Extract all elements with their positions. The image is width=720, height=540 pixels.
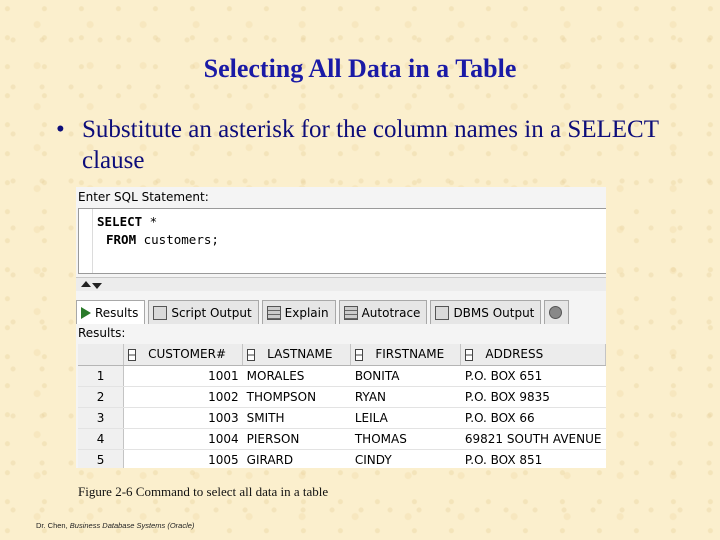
table-row[interactable] (78, 407, 606, 428)
results-label: Results: (78, 326, 126, 340)
column-header-lastname[interactable]: LASTNAME (243, 344, 351, 365)
column-type-icon (355, 349, 363, 361)
play-icon (81, 307, 91, 319)
cell-customer: 1005 (124, 449, 243, 468)
bullet-text: Substitute an asterisk for the column names in a SELECT clause (82, 116, 659, 174)
arrow-up-icon[interactable] (81, 281, 91, 287)
cell-firstname: BONITA (351, 365, 461, 386)
bullet-marker: • (56, 116, 65, 143)
pane-splitter[interactable] (76, 277, 606, 291)
table-row[interactable] (78, 428, 606, 449)
row-number-header (78, 344, 124, 365)
tab-label: Autotrace (361, 305, 421, 320)
cell-address: P.O. BOX 66 (461, 407, 606, 428)
cell-address: P.O. BOX 9835 (461, 386, 606, 407)
figure-caption: Figure 2-6 Command to select all data in a table (78, 484, 329, 499)
row-number: 4 (78, 428, 124, 449)
column-header-firstname[interactable]: FIRSTNAME (351, 344, 461, 365)
cell-lastname: GIRARD (243, 449, 351, 468)
cell-lastname: PIERSON (243, 428, 351, 449)
footer-author: Dr. Chen, (36, 521, 68, 530)
sql-statement-label: Enter SQL Statement: (78, 190, 209, 204)
tab-label: Script Output (171, 305, 252, 320)
tab-autotrace[interactable] (339, 300, 428, 324)
sql-keyword: FROM (106, 232, 137, 247)
cell-customer: 1004 (124, 428, 243, 449)
cell-lastname: SMITH (243, 407, 351, 428)
cell-firstname: LEILA (351, 407, 461, 428)
row-number: 1 (78, 365, 124, 386)
autotrace-icon (344, 306, 358, 320)
row-number: 3 (78, 407, 124, 428)
sql-keyword: SELECT (97, 214, 143, 229)
explain-icon (267, 306, 281, 320)
table-row[interactable] (78, 365, 606, 386)
output-tabs (76, 300, 606, 324)
cell-lastname: MORALES (243, 365, 351, 386)
table-row[interactable] (78, 449, 606, 468)
tab-results[interactable] (76, 300, 145, 324)
tab-overflow[interactable] (544, 300, 569, 324)
cell-address: P.O. BOX 851 (461, 449, 606, 468)
cell-customer: 1002 (124, 386, 243, 407)
tab-label: Explain (284, 305, 329, 320)
tab-dbms-output[interactable] (430, 300, 541, 324)
tab-script-output[interactable] (148, 300, 258, 324)
column-type-icon (247, 349, 255, 361)
editor-gutter (79, 209, 93, 273)
cell-firstname: RYAN (351, 386, 461, 407)
sql-line-from (106, 232, 219, 247)
slide-footer (36, 521, 194, 530)
header-row (78, 344, 606, 365)
cell-address: P.O. BOX 651 (461, 365, 606, 386)
cell-address: 69821 SOUTH AVENUE (461, 428, 606, 449)
cell-lastname: THOMPSON (243, 386, 351, 407)
results-grid (78, 344, 606, 468)
tab-label: DBMS Output (453, 305, 535, 320)
cell-customer: 1003 (124, 407, 243, 428)
column-header-address[interactable]: ADDRESS (461, 344, 606, 365)
dbms-icon (435, 306, 449, 320)
sql-developer-screenshot (76, 187, 606, 468)
bullet-point (56, 114, 686, 176)
footer-book-title: Business Database Systems (Oracle) (69, 521, 195, 530)
tab-label: Results (95, 305, 139, 320)
cell-firstname: CINDY (351, 449, 461, 468)
row-number: 2 (78, 386, 124, 407)
sql-editor[interactable] (78, 208, 606, 274)
column-type-icon (128, 349, 136, 361)
sql-text: * (142, 214, 158, 229)
cell-customer: 1001 (124, 365, 243, 386)
column-header-customer[interactable]: CUSTOMER# (124, 344, 243, 365)
column-type-icon (465, 349, 473, 361)
slide-title: Selecting All Data in a Table (203, 54, 517, 83)
script-icon (153, 306, 167, 320)
sql-line-select (97, 214, 157, 229)
tab-explain[interactable] (262, 300, 336, 324)
arrow-down-icon[interactable] (92, 283, 102, 289)
cell-firstname: THOMAS (351, 428, 461, 449)
table-row[interactable] (78, 386, 606, 407)
sql-text: customers; (136, 232, 219, 247)
circle-icon (549, 306, 562, 319)
row-number: 5 (78, 449, 124, 468)
